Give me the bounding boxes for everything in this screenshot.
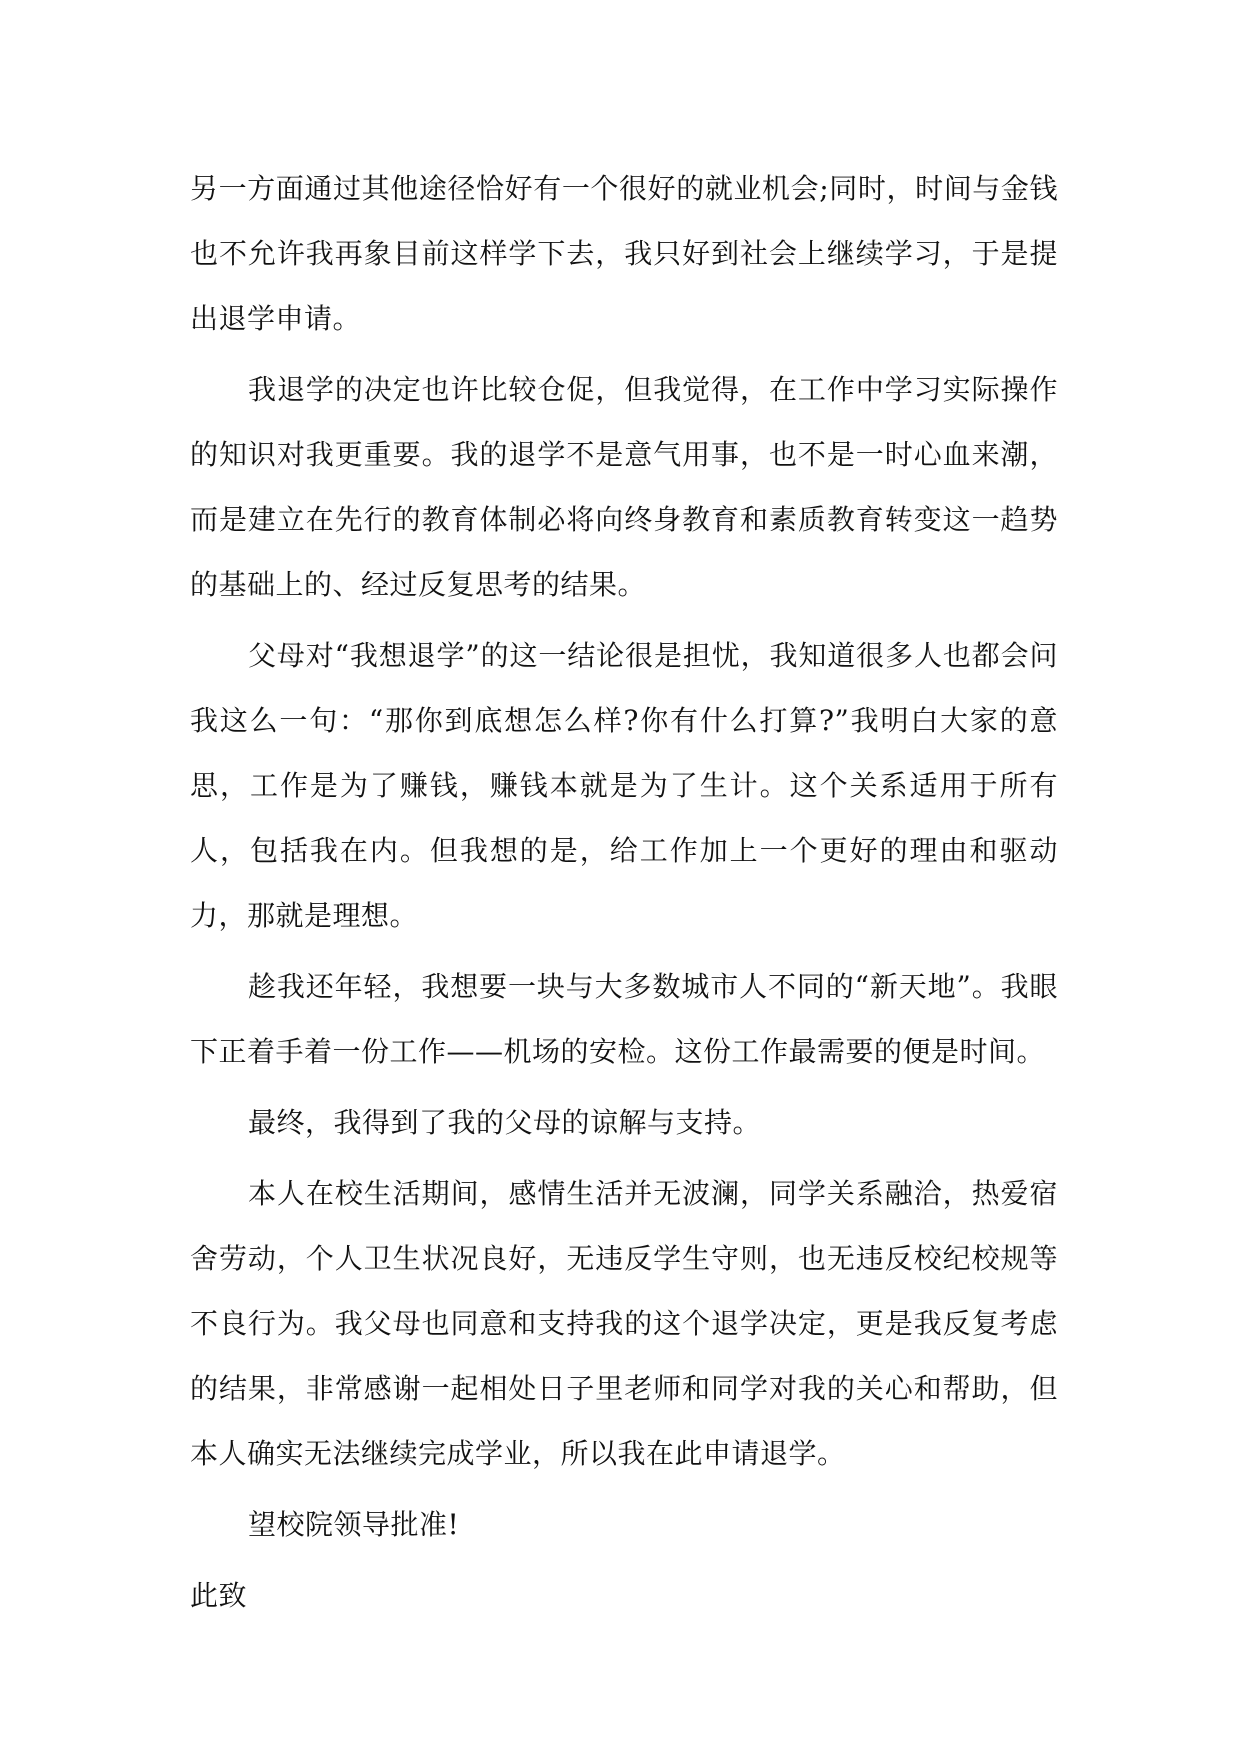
paragraph-school-life: 本人在校生活期间，感情生活并无波澜，同学关系融洽，热爱宿舍劳动，个人卫生状况良好，无违反学生守则，也无违反校纪校规等不良行为。我父母也同意和支持我的这个退学决定，更是我反复考虑的结果，非常感谢一起相处日子里老师和同学对我的关心和帮助，但本人确实无法继续完成学业，所以我在此申请退学。 (190, 1177, 1058, 1470)
paragraph-continuation: 另一方面通过其他途径恰好有一个很好的就业机会;同时，时间与金钱也不允许我再象目前这样学下去，我只好到社会上继续学习，于是提出退学申请。 (190, 172, 1058, 335)
letter-body (190, 156, 1058, 1628)
paragraph-decision: 我退学的决定也许比较仓促，但我觉得，在工作中学习实际操作的知识对我更重要。我的退学不是意气用事，也不是一时心血来潮，而是建立在先行的教育体制必将向终身教育和素质教育转变这一趋势的基础上的、经过反复思考的结果。 (190, 373, 1058, 601)
paragraph-support: 最终，我得到了我的父母的谅解与支持。 (248, 1106, 762, 1139)
paragraph-new-world: 趁我还年轻，我想要一块与大多数城市人不同的“新天地”。我眼下正着手着一份工作——机场的安检。这份工作最需要的便是时间。 (190, 970, 1058, 1068)
closing-salutation: 此致 (190, 1579, 248, 1612)
paragraph-request: 望校院领导批准! (248, 1508, 460, 1541)
paragraph-parents: 父母对“我想退学”的这一结论很是担忧，我知道很多人也都会问我这么一句：“那你到底想怎么样?你有什么打算?”我明白大家的意思，工作是为了赚钱，赚钱本就是为了生计。这个关系适用于所有人，包括我在内。但我想的是，给工作加上一个更好的理由和驱动力，那就是理想。 (190, 639, 1058, 932)
